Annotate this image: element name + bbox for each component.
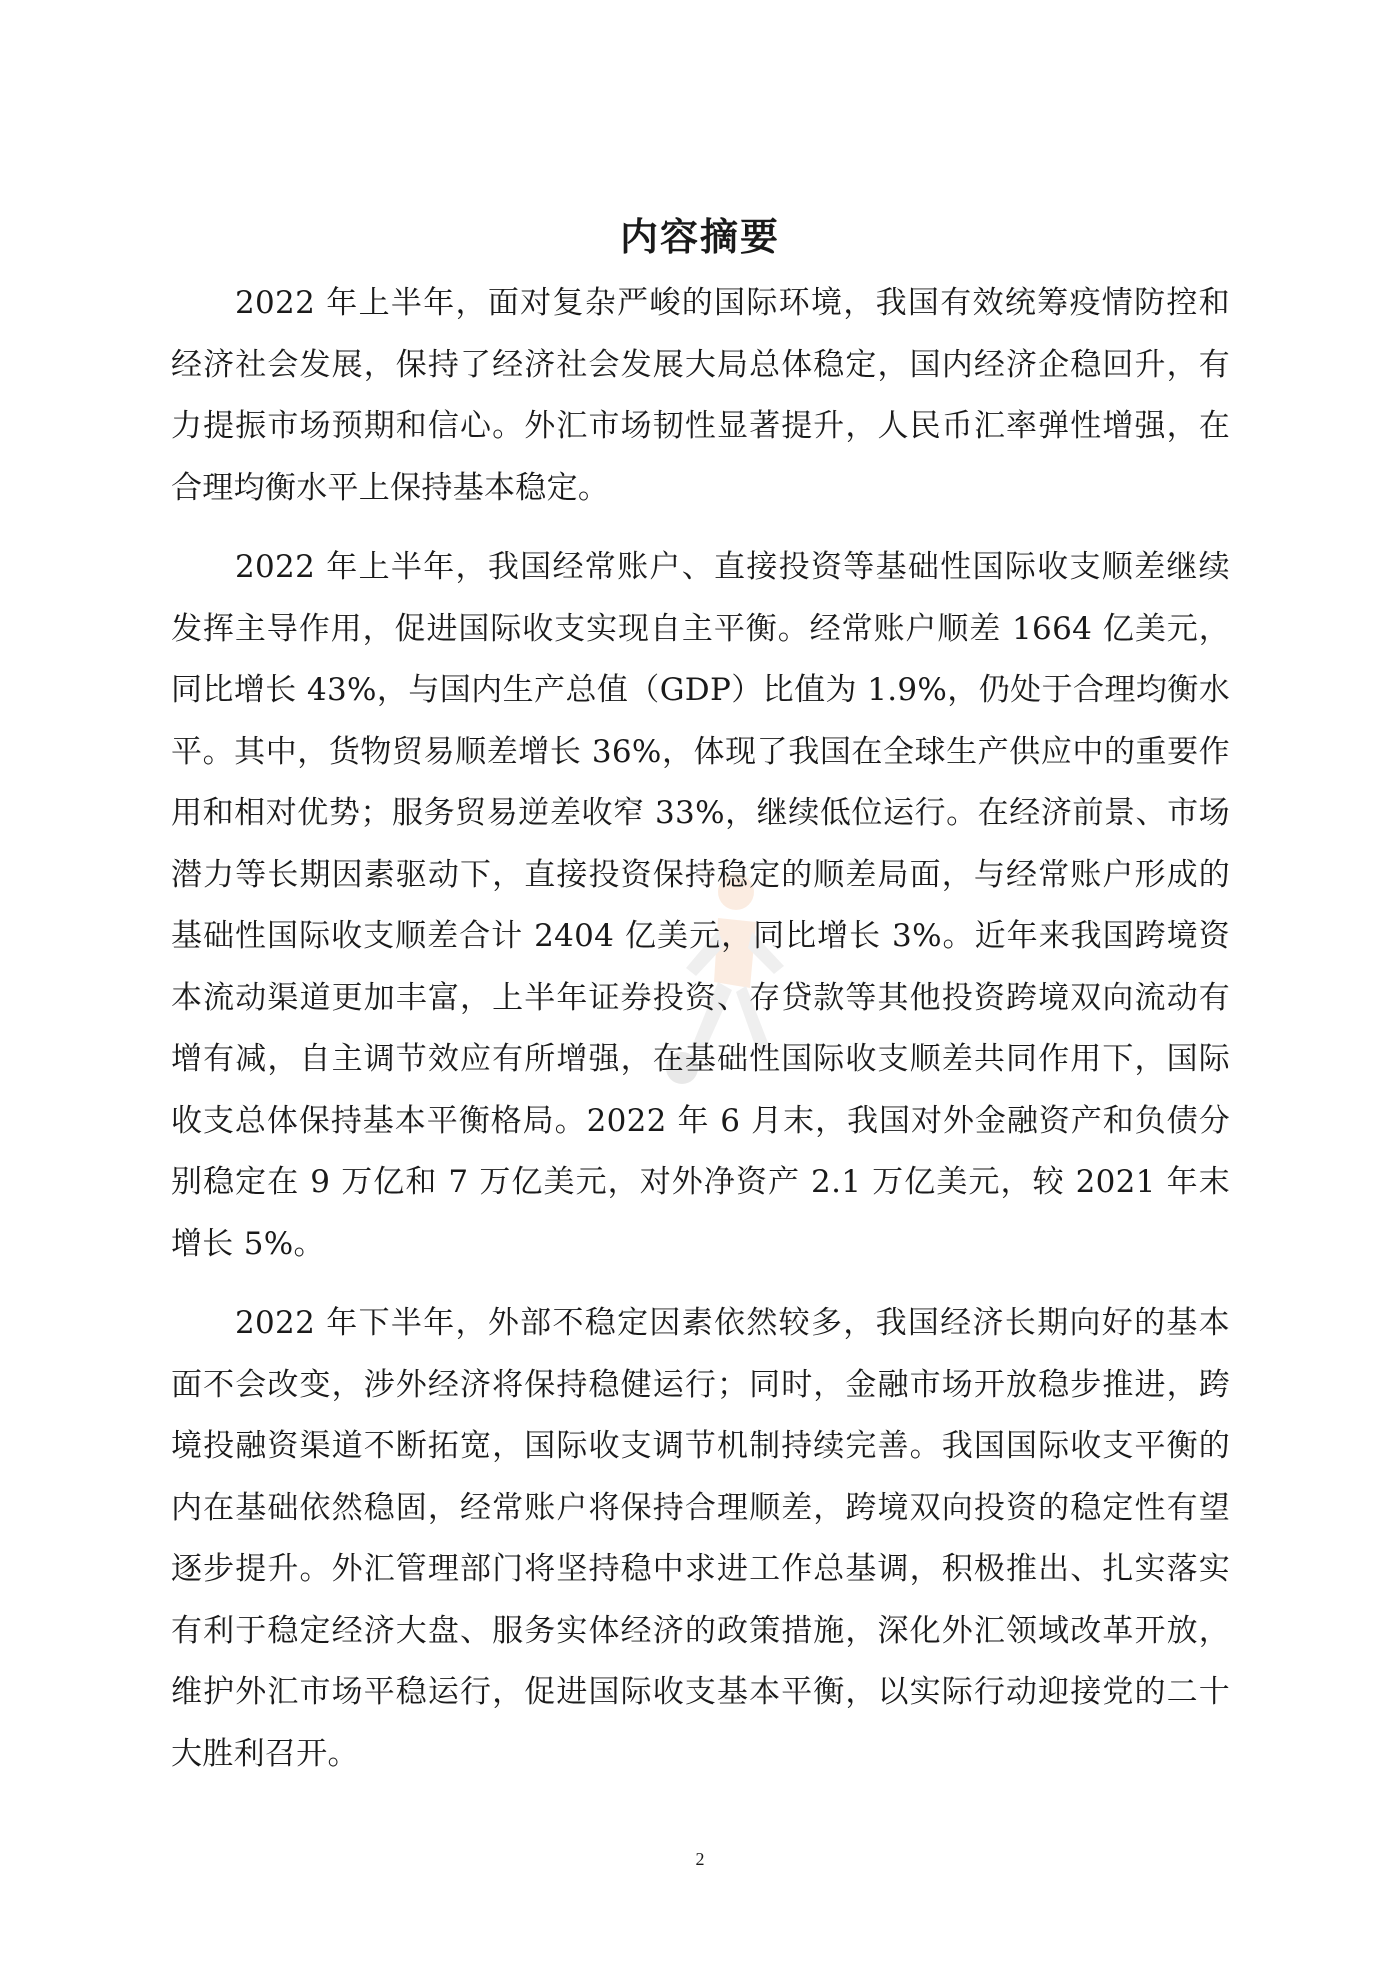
body-text [171,273,1230,1803]
paragraph-2: 2022 年上半年，我国经常账户、直接投资等基础性国际收支顺差继续发挥主导作用，促进国际收支实现自主平衡。经常账户顺差 1664 亿美元，同比增长 43%，与国内生产总值（GDP）比值为 1.9%，仍处于合理均衡水平。其中，货物贸易顺差增长 36%，体现了我国在全球生产供应中的重要作用和相对优势；服务贸易逆差收窄 33%，继续低位运行。在经济前景、市场潜力等长期因素驱动下，直接投资保持稳定的顺差局面，与经常账户形成的基础性国际收支顺差合计 2404 亿美元，同比增长 3%。近年来我国跨境资本流动渠道更加丰富，上半年证券投资、存贷款等其他投资跨境双向流动有增有减，自主调节效应有所增强，在基础性国际收支顺差共同作用下，国际收支总体保持基本平衡格局。2022 年 6 月末，我国对外金融资产和负债分别稳定在 9 万亿和 7 万亿美元，对外净资产 2.1 万亿美元，较 2021 年末增长 5%。 [171,549,1230,1262]
page-number: 2 [695,1849,705,1869]
paragraph-1: 2022 年上半年，面对复杂严峻的国际环境，我国有效统筹疫情防控和经济社会发展，保持了经济社会发展大局总体稳定，国内经济企稳回升，有力提振市场预期和信心。外汇市场韧性显著提升，人民币汇率弹性增强，在合理均衡水平上保持基本稳定。 [171,285,1230,506]
paragraph-3: 2022 年下半年，外部不稳定因素依然较多，我国经济长期向好的基本面不会改变，涉外经济将保持稳健运行；同时，金融市场开放稳步推进，跨境投融资渠道不断拓宽，国际收支调节机制持续完善。我国国际收支平衡的内在基础依然稳固，经常账户将保持合理顺差，跨境双向投资的稳定性有望逐步提升。外汇管理部门将坚持稳中求进工作总基调，积极推出、扎实落实有利于稳定经济大盘、服务实体经济的政策措施，深化外汇领域改革开放，维护外汇市场平稳运行，促进国际收支基本平衡，以实际行动迎接党的二十大胜利召开。 [171,1305,1230,1772]
page-title: 内容摘要 [619,215,780,259]
